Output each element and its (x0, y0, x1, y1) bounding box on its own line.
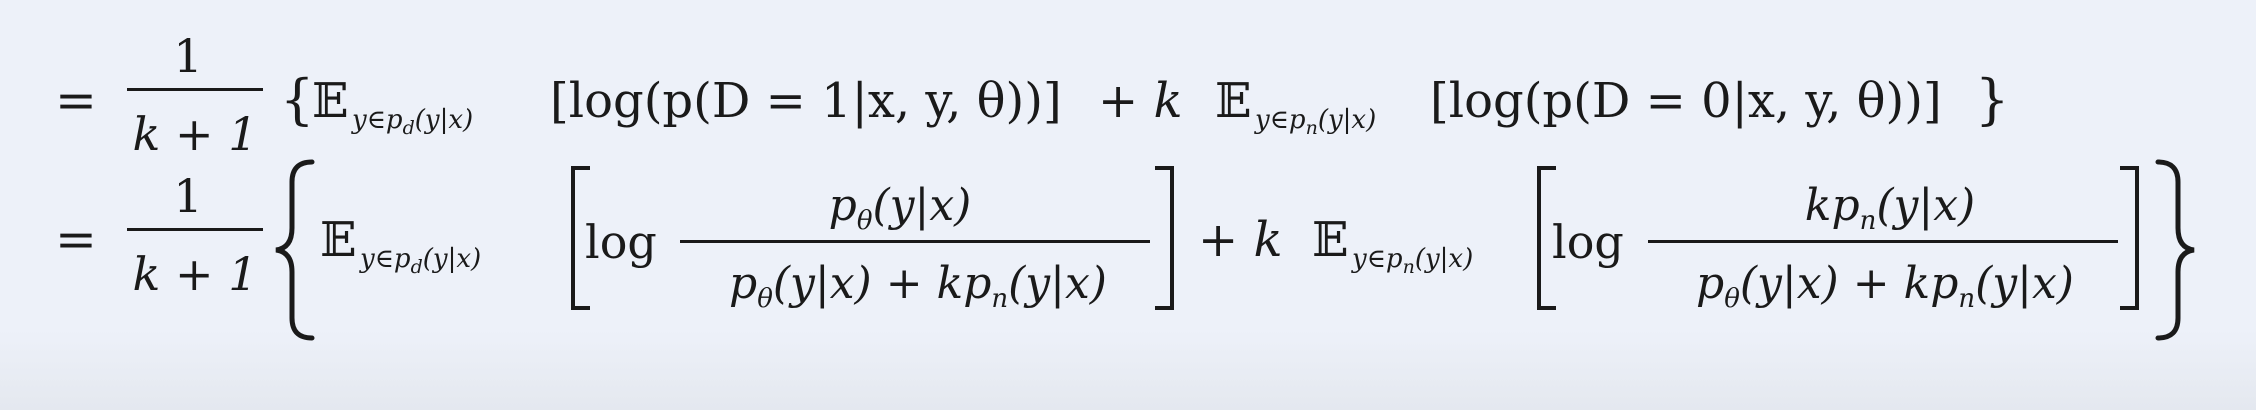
expectation-symbol: 𝔼 (1215, 73, 1252, 129)
log-term-d0: [log(p(D = 0|x, y, θ))] (1430, 73, 1942, 129)
equation-line-1 (55, 29, 2009, 161)
log-label: log (1552, 215, 1624, 269)
fraction-numerator: 1 (173, 29, 203, 83)
expectation-subscript: $y\in p_n(y|x)$ (1255, 105, 1377, 139)
fraction-bar (1648, 240, 2118, 243)
log-term-d1: [log(p(D = 1|x, y, θ))] (550, 73, 1062, 129)
brace-close: } (1975, 68, 2010, 131)
fraction-numerator: 1 (173, 169, 203, 223)
equals-sign: = (55, 210, 97, 268)
fraction-denominator: $p_\theta(y|x) + kp_n(y|x)$ (1696, 258, 2074, 314)
fraction-denominator: k + 1 (132, 107, 258, 161)
equation-line-2 (55, 162, 2194, 338)
expectation-symbol: 𝔼 (312, 73, 349, 129)
brace-open: { (280, 68, 315, 131)
big-bracket-close (1155, 168, 1172, 308)
plus-k: + k (1198, 212, 1283, 268)
big-brace-open (276, 162, 312, 338)
fraction-numerator: $p_\theta(y|x)$ (828, 180, 972, 236)
equals-sign: = (55, 71, 97, 129)
expectation-subscript: $y\in p_d(y|x)$ (352, 105, 474, 139)
plus-k: + k (1098, 73, 1183, 129)
big-brace-close (2158, 162, 2194, 338)
expectation-symbol: 𝔼 (320, 212, 357, 268)
expectation-subscript: $y\in p_d(y|x)$ (360, 244, 482, 278)
fraction-bar (127, 228, 263, 231)
fraction-numerator: $kp_n(y|x)$ (1804, 180, 1976, 236)
fraction-bar (127, 88, 263, 91)
fraction-denominator: k + 1 (132, 247, 258, 301)
expectation-subscript: $y\in p_n(y|x)$ (1352, 244, 1474, 278)
fraction-bar (680, 240, 1150, 243)
log-label: log (585, 215, 657, 269)
expectation-symbol: 𝔼 (1312, 212, 1349, 268)
fraction-denominator: $p_\theta(y|x) + kp_n(y|x)$ (729, 258, 1107, 314)
big-bracket-close (2120, 168, 2137, 308)
